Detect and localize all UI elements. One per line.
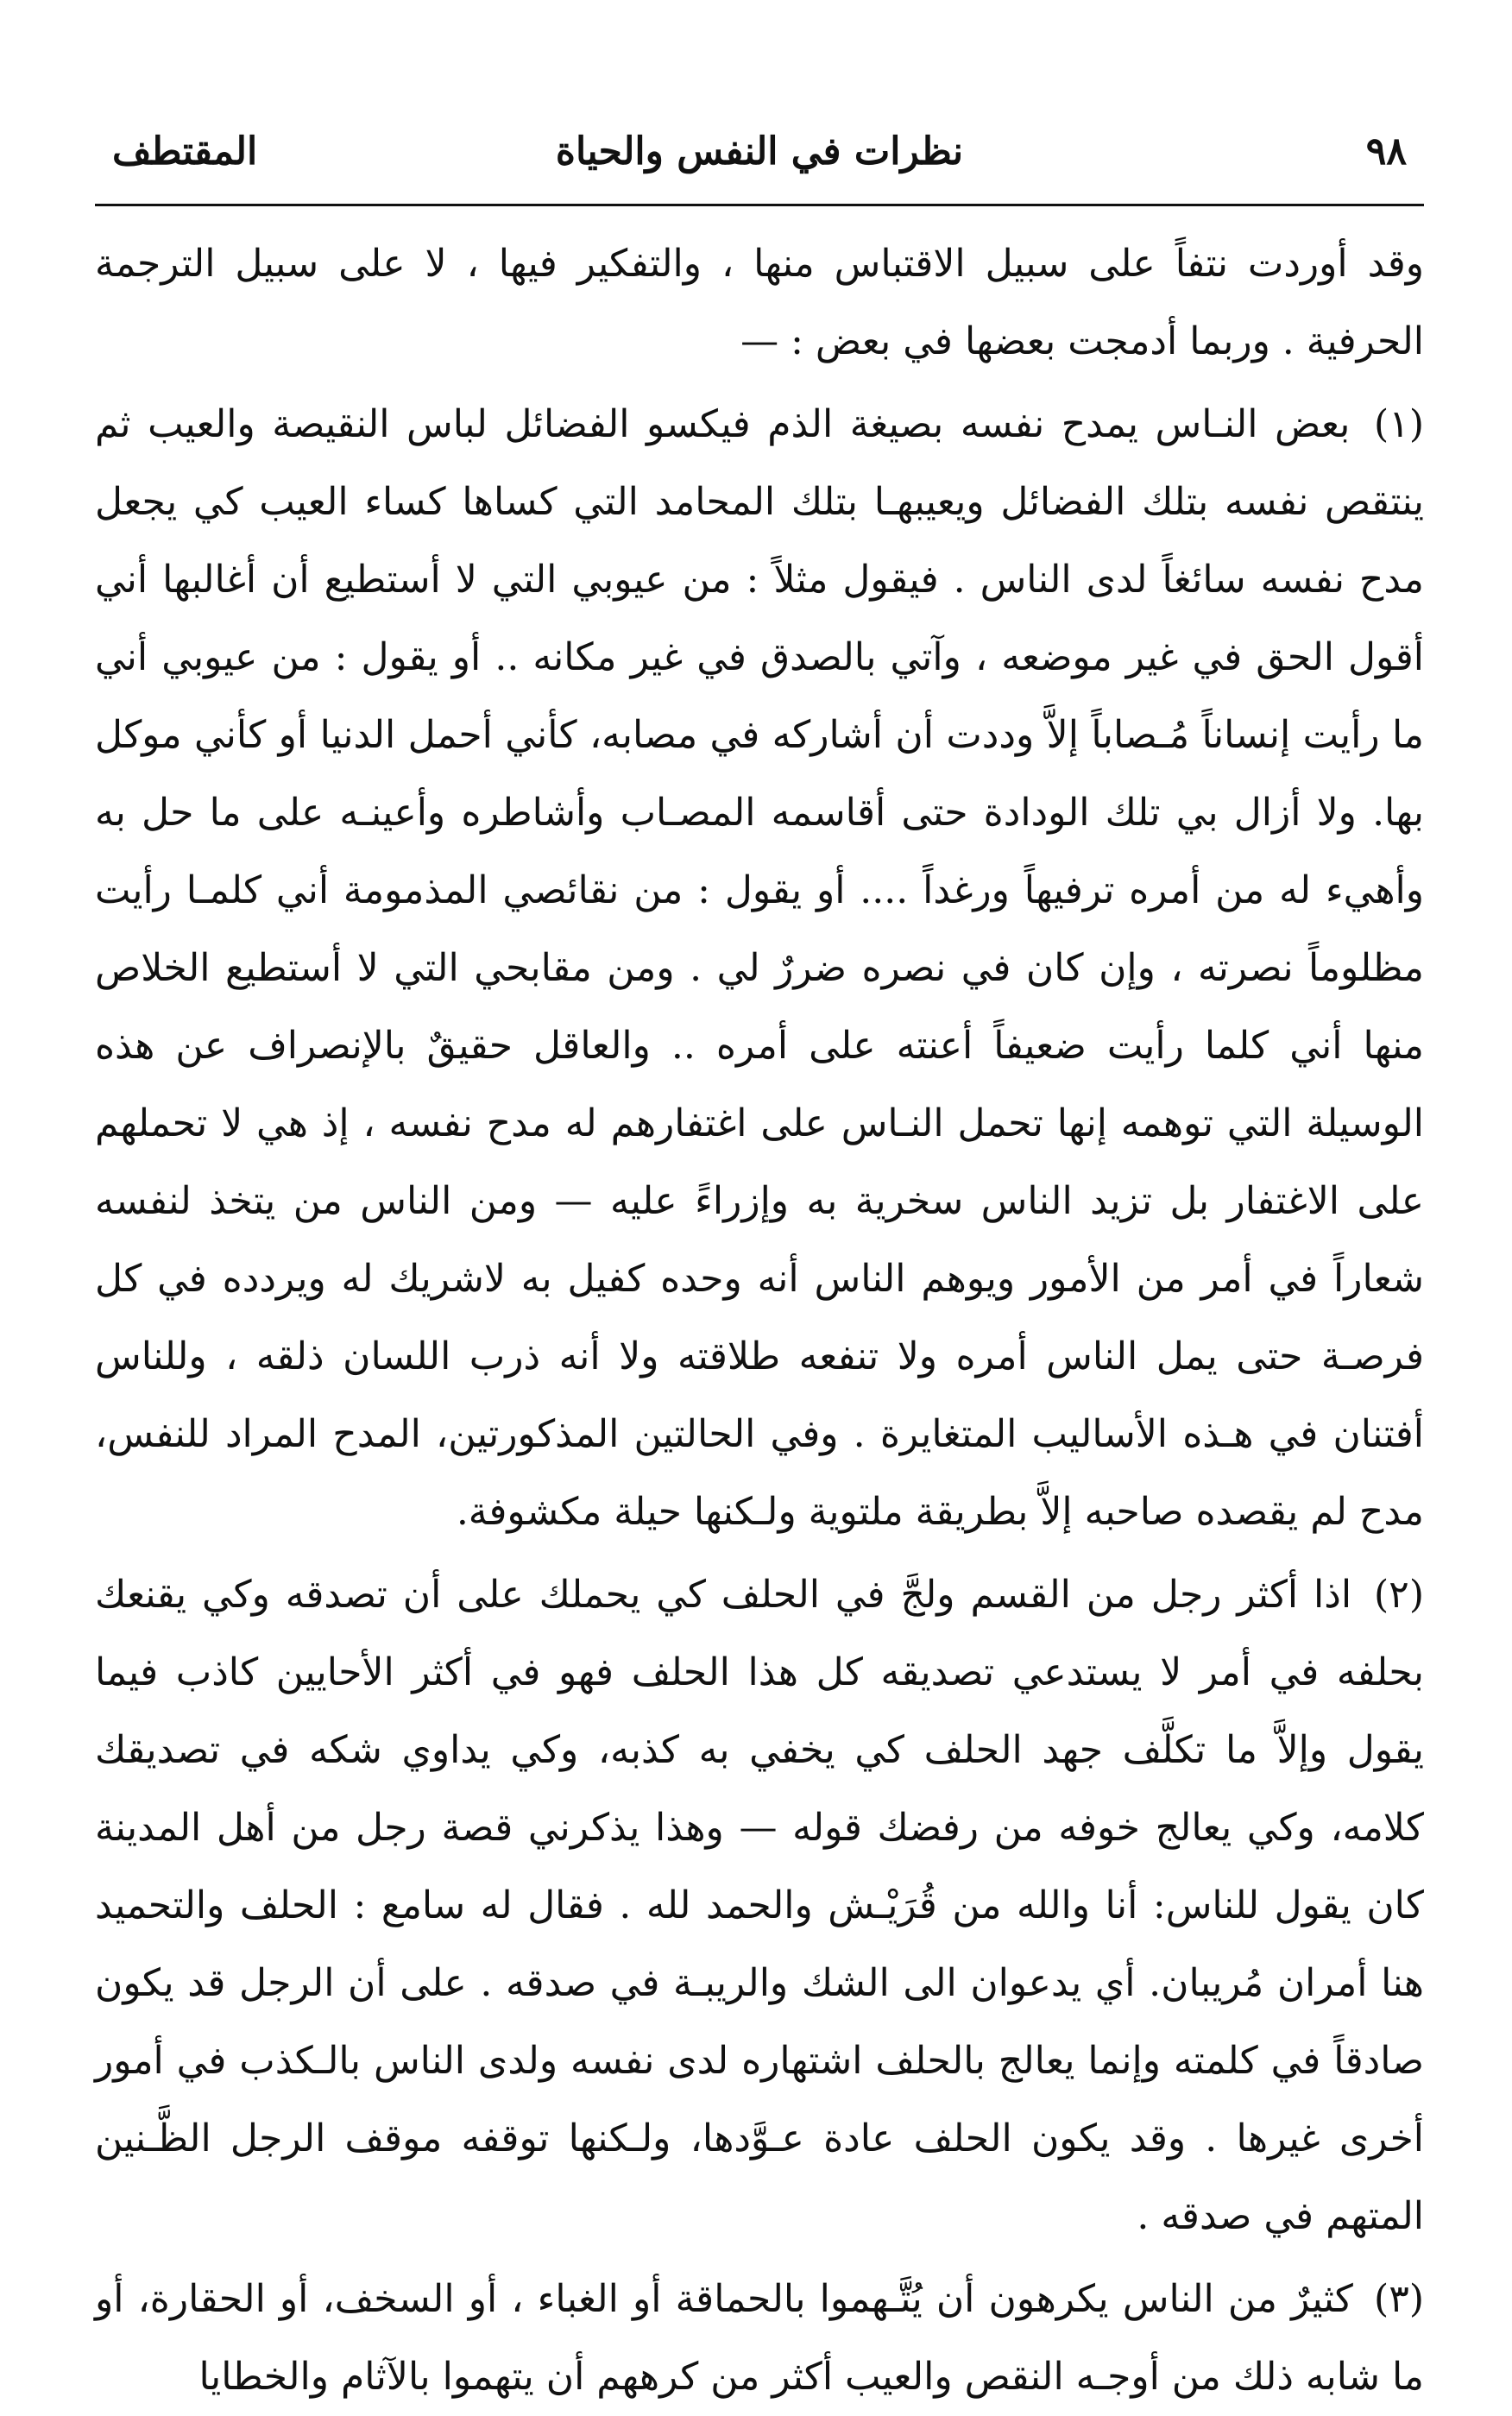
page-header bbox=[95, 129, 1424, 199]
paragraph-text: كثيرٌ من الناس يكرهون أن يُتَّـهموا بالحماقة أو الغباء ، أو السخف، أو الحقارة، أو ما شابه ذلك من أوجـه النقص والعيب أكثر من كرههم أن يتهموا بالآثام والخطايا bbox=[95, 2277, 1424, 2399]
paragraph-number: (٣) bbox=[1374, 2277, 1424, 2321]
page-number: ٩٨ bbox=[1365, 129, 1407, 173]
paragraph-number: (٢) bbox=[1374, 1573, 1424, 1617]
paragraph-number: (١) bbox=[1374, 402, 1424, 446]
running-title: نظرات في النفس والحياة bbox=[555, 129, 964, 173]
header-rule bbox=[95, 204, 1424, 206]
journal-name: المقتطف bbox=[112, 129, 258, 173]
book-page bbox=[95, 129, 1424, 2416]
paragraph-3 bbox=[95, 2261, 1424, 2416]
paragraph-text: بعض النـاس يمدح نفسه بصيغة الذم فيكسو الفضائل لباس النقيصة والعيب ثم ينتقص نفسه بتلك الفضائل ويعيبهـا بتلك المحامد التي كساها كساء العيب كي يجعل مدح نفسه سائغاً لدى الناس . فيقول مثلاً : من عيوبي التي لا أستطيع أن أغالبها أني أقول الحق في غير موضعه ، وآتي بالصدق في غير مكانه .. أو يقول : من عيوبي أني ما رأيت إنساناً مُـصاباً إلاَّ وددت أن أشاركه في مصابه، كأني أحمل الدنيا أو كأني موكل بها. ولا أزال بي تلك الودادة حتى أقاسمه المصـاب وأشاطره وأعينـه على ما حل به وأهيء له من أمره ترفيهاً ورغداً .... أو يقول : من نقائصي المذمومة أني كلمـا رأيت مظلوماً نصرته ، وإن كان في نصره ضررٌ لي . ومن مقابحي التي لا أستطيع الخلاص منها أني كلما رأيت ضعيفاً أعنته على أمره .. والعاقل حقيقٌ بالإنصراف عن هذه الوسيلة التي توهمه إنها تحمل النـاس على اغتفارهم له مدح نفسه ، إذ هي لا تحملهم على الاغتفار بل تزيد الناس سخرية به وإزراءً عليه — ومن الناس من يتخذ لنفسه شعاراً في أمر من الأمور ويوهم الناس أنه وحده كفيل به لاشريك له ويردده في كل فرصـة حتى يمل الناس أمره ولا تنفعه طلاقته ولا أنه ذرب اللسان ذلقه ، وللناس أفتنان في هـذه الأساليب المتغايرة . وفي الحالتين المذكورتين، المدح المراد للنفس، مدح لم يقصده صاحبه إلاَّ بطريقة ملتوية ولـكنها حيلة مكشوفة. bbox=[95, 402, 1424, 1534]
paragraph-2 bbox=[95, 1556, 1424, 2255]
intro-paragraph: وقد أوردت نتفاً على سبيل الاقتباس منها ، والتفكير فيها ، لا على سبيل الترجمة الحرفية . وربما أدمجت بعضها في بعض : — bbox=[95, 242, 1424, 363]
paragraph-1 bbox=[95, 386, 1424, 1551]
paragraph-text: اذا أكثر رجل من القسم ولجَّ في الحلف كي يحملك على أن تصدقه وكي يقنعك بحلفه في أمر لا يستدعي تصديقه كل هذا الحلف فهو في أكثر الأحايين كاذب فيما يقول وإلاَّ ما تكلَّف جهد الحلف كي يخفي به كذبه، وكي يداوي شكه في تصديقك كلامه، وكي يعالج خوفه من رفضك قوله — وهذا يذكرني قصة رجل من أهل المدينة كان يقول للناس: أنا والله من قُرَيْـش والحمد لله . فقال له سامع : الحلف والتحميد هنا أمران مُريبان. أي يدعوان الى الشك والريبـة في صدقه . على أن الرجل قد يكون صادقاً في كلمته وإنما يعالج بالحلف اشتهاره لدى نفسه ولدى الناس بالـكذب في أمور أخرى غيرها . وقد يكون الحلف عادة عـوَّدها، ولـكنها توقفه موقف الرجل الظَّـنين المتهم في صدقه . bbox=[95, 1573, 1424, 2238]
